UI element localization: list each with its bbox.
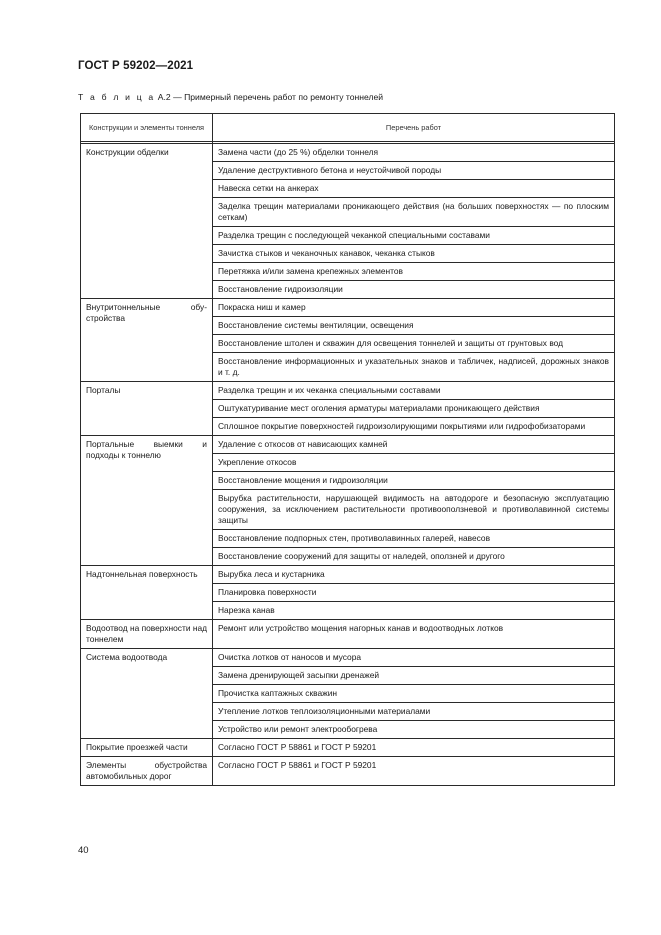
table-row	[81, 739, 615, 757]
column-header-works: Перечень работ	[213, 114, 615, 142]
work-item-cell: Планировка поверхности	[213, 584, 615, 602]
work-item-cell: Восстановление мощения и гидроизоляции	[213, 472, 615, 490]
table-caption	[78, 92, 383, 102]
work-item-cell: Согласно ГОСТ Р 58861 и ГОСТ Р 59201	[213, 739, 615, 757]
work-item-cell: Восстановление информационных и указательных знаков и табличек, надписей, дорожных знаков и т. д.	[213, 353, 615, 382]
table-row	[81, 620, 615, 649]
work-item-cell: Удаление с откосов от нависающих камней	[213, 436, 615, 454]
work-item-cell: Вырубка растительности, нарушающей видимость на автодороге и безопасную эксплуатацию сооружения, за исключением растительности противооползневой и противолавинной системы защиты	[213, 490, 615, 530]
work-item-cell: Покраска ниш и камер	[213, 299, 615, 317]
table-row	[81, 382, 615, 400]
work-item-cell: Ремонт или устройство мощения нагорных канав и водоотводных лотков	[213, 620, 615, 649]
work-item-cell: Восстановление штолен и скважин для освещения тоннелей и защиты от грунтовых вод	[213, 335, 615, 353]
work-item-cell: Сплошное покрытие поверхностей гидроизолирующими покрытиями или гидрофобизаторами	[213, 418, 615, 436]
section-name-cell: Водоотвод на поверхности над тоннелем	[81, 620, 213, 649]
work-item-cell: Восстановление подпорных стен, противолавинных галерей, навесов	[213, 530, 615, 548]
work-item-cell: Восстановление системы вентиляции, освещения	[213, 317, 615, 335]
section-name-cell: Конструкции обделки	[81, 144, 213, 299]
work-item-cell: Заделка трещин материалами проникающего действия (на больших поверхностях — по плоским сеткам)	[213, 198, 615, 227]
page-number: 40	[78, 845, 89, 856]
column-header-structures: Конструкции и элементы тоннеля	[81, 114, 213, 142]
work-item-cell: Зачистка стыков и чеканочных канавок, чеканка стыков	[213, 245, 615, 263]
work-item-cell: Оштукатуривание мест оголения арматуры материалами проникающего действия	[213, 400, 615, 418]
table-row	[81, 566, 615, 584]
work-item-cell: Замена дренирующей засыпки дренажей	[213, 667, 615, 685]
work-item-cell: Укрепление откосов	[213, 454, 615, 472]
table-caption-title: А.2 — Примерный перечень работ по ремонту тоннелей	[157, 92, 384, 102]
table-row	[81, 649, 615, 667]
work-item-cell: Восстановление гидроизоляции	[213, 281, 615, 299]
table-body	[81, 144, 615, 786]
table-row	[81, 144, 615, 162]
repair-works-table	[80, 113, 615, 786]
work-item-cell: Разделка трещин и их чеканка специальными составами	[213, 382, 615, 400]
work-item-cell: Утепление лотков теплоизоляционными материалами	[213, 703, 615, 721]
document-code: ГОСТ Р 59202—2021	[78, 60, 194, 72]
section-name-cell: Внутритоннельные обустройства	[81, 299, 213, 382]
section-name-cell: Надтоннельная поверхность	[81, 566, 213, 620]
work-item-cell: Согласно ГОСТ Р 58861 и ГОСТ Р 59201	[213, 757, 615, 786]
table-caption-prefix: Т а б л и ц а	[78, 92, 156, 102]
work-item-cell: Прочистка каптажных скважин	[213, 685, 615, 703]
work-item-cell: Восстановление сооружений для защиты от наледей, оползней и другого	[213, 548, 615, 566]
section-name-cell: Портальные выемки и подходы к тоннелю	[81, 436, 213, 566]
work-item-cell: Вырубка леса и кустарника	[213, 566, 615, 584]
work-item-cell: Очистка лотков от наносов и мусора	[213, 649, 615, 667]
section-name-cell: Система водоотвода	[81, 649, 213, 739]
work-item-cell: Навеска сетки на анкерах	[213, 180, 615, 198]
work-item-cell: Устройство или ремонт электрообогрева	[213, 721, 615, 739]
table-row	[81, 299, 615, 317]
table-row	[81, 757, 615, 786]
work-item-cell: Замена части (до 25 %) обделки тоннеля	[213, 144, 615, 162]
table-row	[81, 436, 615, 454]
work-item-cell: Удаление деструктивного бетона и неустойчивой породы	[213, 162, 615, 180]
section-name-cell: Покрытие проезжей части	[81, 739, 213, 757]
section-name-cell: Порталы	[81, 382, 213, 436]
work-item-cell: Перетяжка и/или замена крепежных элементов	[213, 263, 615, 281]
work-item-cell: Нарезка канав	[213, 602, 615, 620]
section-name-cell: Элементы обустройства автомобильных дорог	[81, 757, 213, 786]
work-item-cell: Разделка трещин с последующей чеканкой специальными составами	[213, 227, 615, 245]
